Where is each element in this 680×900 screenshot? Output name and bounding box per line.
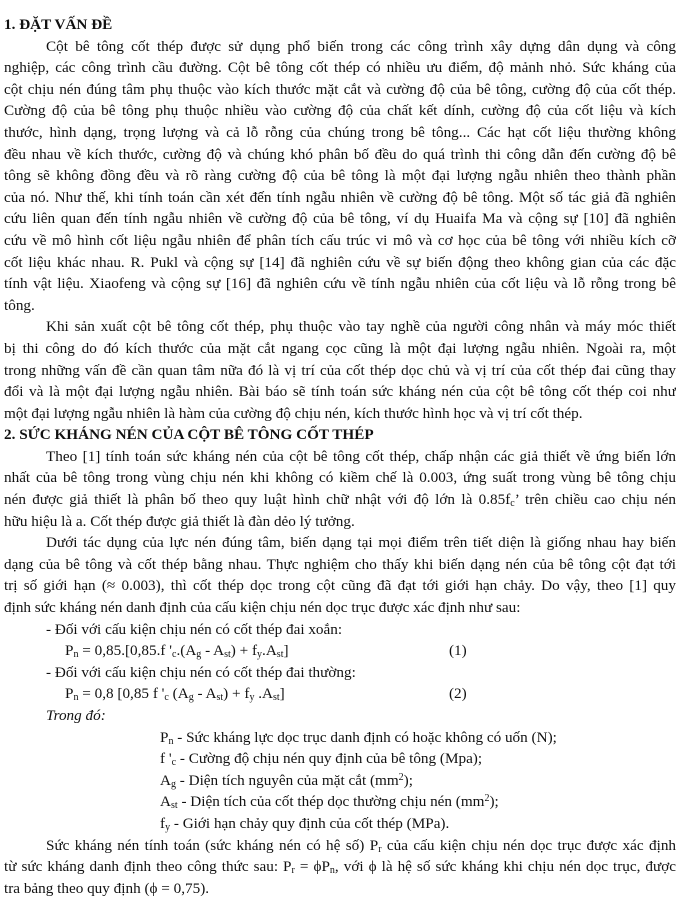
text-run: = ϕP (294, 858, 330, 876)
section-heading (4, 14, 676, 36)
text-line: cứu về mô hình cốt liệu ngẫu nhiên để phân tích cấu trúc vi mô và cơ học của bê tông với nhiều kích cỡ (4, 231, 676, 249)
definition-line (4, 813, 676, 835)
text-run: P (65, 642, 74, 660)
definition-line (4, 748, 676, 770)
text-line: một đại lượng ngẫu nhiên là hàm của cường độ chịu nén, kích thước hình học và vị trí cốt thép. (4, 404, 583, 422)
subscript: y (249, 692, 255, 704)
definition-list (4, 727, 676, 835)
text-run: (A (168, 685, 189, 703)
text-line: cốt liệu khác nhau. R. Pukl và cộng sự [14] đã nghiên cứu về sự biến động theo không gian của các đặc (4, 253, 676, 271)
text-line: Cột bê tông cốt thép được sử dụng phổ biến trong các công trình xây dựng dân dụng và công (46, 37, 676, 55)
text-line: tra bảng theo quy định (ϕ = 0,75). (4, 879, 210, 897)
paragraph (4, 316, 676, 424)
subscript: r (291, 865, 295, 877)
text-run: P (65, 685, 74, 703)
definition-line (4, 791, 676, 813)
text-run: - Diện tích nguyên của mặt cắt (mm (175, 771, 399, 789)
text-run: ) + f (223, 685, 250, 703)
subscript: st (276, 649, 284, 661)
text-run: P (160, 728, 169, 746)
text-line: Trong đó: (46, 707, 106, 724)
text-line: 2. SỨC KHÁNG NÉN CỦA CỘT BÊ TÔNG CỐT THÉP (4, 426, 374, 444)
text-line: Dưới tác dụng của lực nén đúng tâm, biến dạng tại mọi điểm trên tiết diện là giống nhau hay biến (46, 534, 676, 552)
text-line: đổi và là một đại lượng ngẫu nhiên. Bài báo sẽ tính toán sức kháng nén của cột bê tông cốt thép coi như (4, 383, 676, 401)
text-line: tông sẽ không đồng đều và rõ ràng cường độ của bê tông là một đại lượng ngẫu nhiên theo thành phần (4, 167, 676, 185)
text-run: A (160, 793, 171, 811)
text-line: 1. ĐẶT VẤN ĐỀ (4, 16, 113, 33)
text-line: tính vật liệu. Xiaofeng và cộng sự [16] đã nghiên cứu về tính ngẫu nhiên của cốt liệu và lỗ rỗng trong bê (4, 275, 676, 293)
text-line: cứu liên quan đến tính ngẫu nhiên về cường độ của bê tông, ví dụ Huaifa Ma và cộng sự [10] đã nghiên (4, 210, 676, 228)
definition-line (4, 770, 676, 792)
text-run: nén được giả thiết là phân bố theo quy luật hình chữ nhật với độ lớn là 0.85f (4, 491, 511, 509)
where-label (4, 705, 676, 727)
paragraph (4, 446, 676, 532)
text-run: = 0,85.[0,85.f ' (78, 642, 173, 660)
text-line: nhất của bê tông trong vùng chịu nén khi không có kiềm chế là 0.003, ứng suất trong vùng bê tông chịu (4, 469, 676, 487)
text-line: cột chịu nén đúng tâm phụ thuộc vào kích thước mặt cắt và cường độ của bê tông, cường độ của cốt thép. (4, 80, 676, 98)
text-line: trị số giới hạn (≈ 0.003), thì cốt thép dọc trong cột cũng đã đạt tới giới hạn chảy. Do vậy, theo [1] quy (4, 577, 676, 595)
text-run: - Giới hạn chảy quy định của cốt thép (MPa). (170, 814, 450, 832)
text-line: Cường độ của bê tông phụ thuộc nhiều vào cường độ của chất kết dính, cường độ của cốt liệu và kích (4, 102, 676, 120)
text-line (4, 640, 676, 662)
bullet-item (4, 662, 676, 684)
text-run: từ sức kháng danh định theo công thức sau: P (4, 858, 292, 876)
text-run: - A (193, 685, 217, 703)
subscript: st (273, 692, 280, 704)
subscript: g (170, 778, 176, 790)
bullet-item (4, 619, 676, 641)
text-run: f (160, 814, 166, 832)
text-run: ] (283, 642, 289, 660)
text-run: A (160, 771, 171, 789)
text-line: trong những vấn đề cần quan tâm nữa đó là vị trí của cốt thép dọc chủ và vị trí của cốt thép đai cũng thay (4, 361, 676, 379)
subscript: n (168, 735, 174, 747)
subscript: c (510, 498, 515, 510)
definition-line (4, 727, 676, 749)
text-run: ) + f (230, 642, 258, 660)
text-run: , với ϕ là hệ số sức kháng khi chịu nén dọc trục, được (334, 858, 676, 876)
text-line: Khi sản xuất cột bê tông cốt thép, phụ thuộc vào tay nghề của người công nhân và máy móc thiết (46, 318, 676, 336)
text-run: .A (254, 685, 273, 703)
text-line (4, 489, 676, 511)
equation-number: (2) (449, 685, 467, 703)
subscript: n (73, 649, 79, 661)
subscript: g (188, 692, 194, 704)
subscript: st (224, 649, 231, 661)
equation (4, 683, 676, 705)
text-run: - A (201, 642, 225, 660)
text-run: ’ trên chiều cao chịu nén (514, 491, 676, 509)
paragraph (4, 532, 676, 618)
subscript: r (378, 843, 382, 855)
paragraph (4, 36, 676, 317)
equation (4, 640, 676, 662)
text-line: đều nhau về kích thước, cường độ và chúng khó phân bố đều do quá trình thi công dẫn đến cường độ bê (4, 145, 676, 163)
text-line (4, 683, 676, 705)
text-line: thước, hình dạng, trọng lượng và cả lỗ rỗng của chúng trong bê tông... Các hạt cốt liệu thường không (4, 123, 676, 141)
text-run: f ' (160, 750, 172, 768)
subscript: c (172, 649, 177, 661)
superscript: 2 (484, 793, 490, 805)
text-line (4, 835, 676, 857)
subscript: y (257, 649, 263, 661)
text-line: - Đối với cấu kiện chịu nén có cốt thép đai xoắn: (46, 620, 343, 638)
subscript: n (329, 865, 335, 877)
text-run: của cấu kiện chịu nén dọc trục được xác định (381, 836, 676, 854)
text-line: Theo [1] tính toán sức kháng nén của cột bê tông cốt thép, chấp nhận các giả thiết về ứng biến lớn (46, 447, 676, 465)
superscript: 2 (398, 771, 404, 783)
subscript: n (73, 692, 79, 704)
text-run: ); (403, 771, 413, 789)
text-run: = 0,8 [0,85 f ' (78, 685, 165, 703)
text-line: - Đối với cấu kiện chịu nén có cốt thép đai thường: (46, 663, 356, 681)
text-run: - Diện tích của cốt thép dọc thường chịu nén (mm (177, 793, 485, 811)
text-line: tông. (4, 296, 35, 314)
text-line: của nó. Như thế, khi tính toán cần xét đến tính ngẫu nhiên về cường độ bê tông. Một số tác giả đã nghiên (4, 188, 676, 206)
text-line: dạng của bê tông và cốt thép bằng nhau. Thực nghiệm cho thấy khi biến dạng nén của bê tông cột đạt tới (4, 555, 676, 573)
text-line: định sức kháng nén danh định của cấu kiện chịu nén dọc trục được xác định như sau: (4, 599, 521, 617)
subscript: st (170, 800, 178, 812)
equation-number: (1) (449, 642, 467, 660)
text-run: Sức kháng nén tính toán (sức kháng nén có hệ số) P (46, 836, 379, 854)
text-line: hữu hiệu là a. Cốt thép được giả thiết là đàn dẻo lý tưởng. (4, 512, 355, 530)
section-heading (4, 424, 676, 446)
subscript: g (196, 649, 202, 661)
text-line: nghiệp, các công trình cầu đường. Cột bê tông cốt thép có nhiều ưu điểm, độ mảnh nhỏ. Sức kháng của (4, 59, 676, 77)
paragraph (4, 835, 676, 900)
subscript: c (171, 757, 177, 769)
subscript: st (216, 692, 224, 704)
text-line (4, 856, 676, 878)
text-run: - Sức kháng lực dọc trục danh định có hoặc không có uốn (N); (173, 728, 557, 746)
subscript: y (165, 821, 171, 833)
text-run: ); (489, 793, 499, 811)
text-run: - Cường độ chịu nén quy định của bê tông (Mpa); (176, 750, 483, 768)
text-line: bị thi công do đó kích thước của mặt cắt ngang cọc cũng là một đại lượng ngẫu nhiên. Ngoài ra, một (4, 339, 676, 357)
text-run: .A (262, 642, 277, 660)
text-run: ] (279, 685, 285, 703)
text-run: .(A (176, 642, 197, 660)
subscript: c (164, 692, 169, 704)
